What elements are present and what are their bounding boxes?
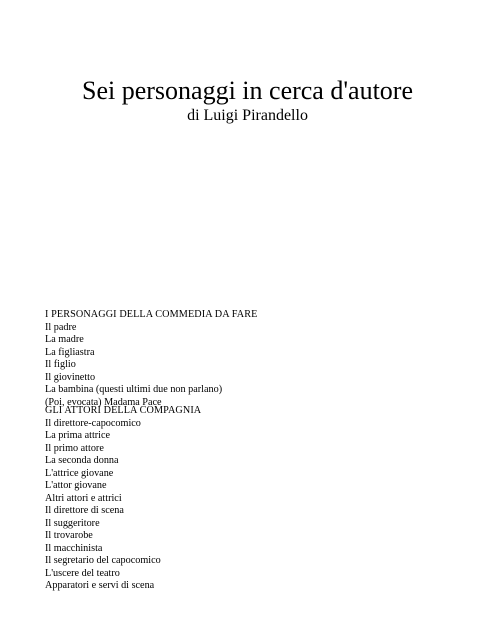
list-item: L'attrice giovane: [45, 467, 114, 479]
list-item: Il direttore-capocomico: [45, 417, 141, 429]
actors-section: [45, 405, 201, 593]
list-item: (Poi, evocata) Madama Pace: [45, 396, 162, 408]
characters-list: [45, 322, 257, 410]
document-title: Sei personaggi in cerca d'autore: [82, 76, 413, 105]
list-item: Il padre: [45, 321, 77, 333]
list-item: Apparatori e servi di scena: [45, 580, 155, 591]
list-item: La seconda donna: [45, 455, 119, 466]
list-item: L'attor giovane: [45, 480, 107, 491]
list-item: La prima attrice: [45, 430, 111, 441]
list-item: Il giovinetto: [45, 371, 96, 383]
list-item: Il suggeritore: [45, 517, 100, 529]
list-item: Il trovarobe: [45, 530, 93, 541]
characters-heading: I PERSONAGGI DELLA COMMEDIA DA FARE: [45, 309, 258, 320]
list-item: Altri attori e attrici: [45, 492, 122, 504]
list-item: Il macchinista: [45, 542, 103, 554]
characters-section: [45, 309, 257, 409]
list-item: Il figlio: [45, 359, 76, 370]
list-item: La figliastra: [45, 346, 95, 358]
list-item: La madre: [45, 334, 84, 345]
list-item: Il segretario del capocomico: [45, 555, 161, 566]
actors-heading: GLI ATTORI DELLA COMPAGNIA: [45, 405, 202, 416]
document-subtitle: di Luigi Pirandello: [187, 107, 308, 124]
list-item: Il primo attore: [45, 442, 104, 454]
list-item: La bambina (questi ultimi due non parlano): [45, 384, 223, 395]
list-item: Il direttore di scena: [45, 505, 124, 516]
actors-list: [45, 418, 201, 593]
list-item: L'uscere del teatro: [45, 567, 120, 579]
